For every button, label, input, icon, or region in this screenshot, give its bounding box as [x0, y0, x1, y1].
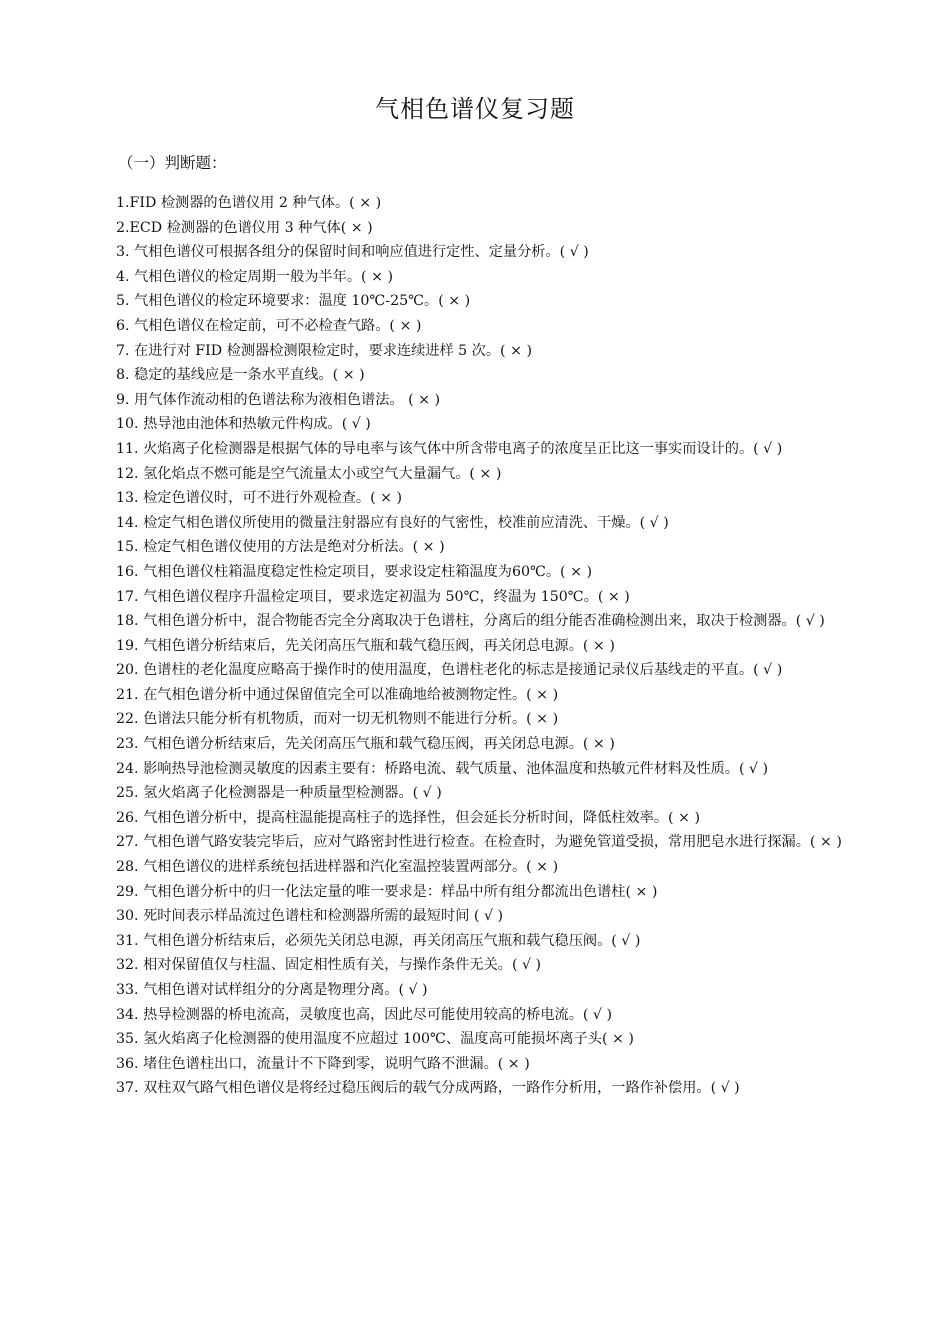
- question-item: 7. 在进行对 FID 检测器检测限检定时，要求连续进样 5 次。( × ): [116, 342, 533, 359]
- question-item: 11. 火焰离子化检测器是根据气体的导电率与该气体中所含带电离子的浓度呈正比这一事实而设计的。( √ ): [116, 440, 783, 457]
- question-item: 13. 检定色谱仪时，可不进行外观检查。( × ): [116, 490, 403, 507]
- question-item: 37. 双柱双气路气相色谱仪是将经过稳压阀后的载气分成两路，一路作分析用，一路作补偿用。( √ ): [116, 1080, 740, 1097]
- question-item: 14. 检定气相色谱仪所使用的微量注射器应有良好的气密性，校准前应清洗、干燥。( √ ): [116, 514, 669, 531]
- question-item: 17. 气相色谱仪程序升温检定项目，要求选定初温为 50℃，终温为 150℃。( × ): [116, 588, 630, 605]
- question-item: 21. 在气相色谱分析中通过保留值完全可以准确地给被测物定性。( × ): [116, 686, 559, 703]
- section-heading: （一）判断题：: [118, 154, 227, 172]
- question-item: 29. 气相色谱分析中的归一化法定量的唯一要求是：样品中所有组分都流出色谱柱( × ): [116, 883, 658, 900]
- question-item: 9. 用气体作流动相的色谱法称为液相色谱法。 ( × ): [116, 391, 441, 408]
- question-list: [116, 191, 844, 1101]
- question-item: 26. 气相色谱分析中，提高柱温能提高柱子的选择性，但会延长分析时间，降低柱效率。( × ): [116, 809, 700, 826]
- question-item: 31. 气相色谱分析结束后，必须先关闭总电源，再关闭高压气瓶和载气稳压阀。( √ ): [116, 932, 641, 949]
- question-item: 12. 氢化焰点不燃可能是空气流量太小或空气大量漏气。( × ): [116, 465, 502, 482]
- question-item: 18. 气相色谱分析中，混合物能否完全分离取决于色谱柱，分离后的组分能否准确检测出来，取决于检测器。( √ ): [116, 613, 825, 630]
- question-item: 15. 检定气相色谱仪使用的方法是绝对分析法。( × ): [116, 539, 445, 556]
- question-item: 8. 稳定的基线应是一条水平直线。( × ): [116, 367, 365, 384]
- question-item: 20. 色谱柱的老化温度应略高于操作时的使用温度，色谱柱老化的标志是接通记录仪后基线走的平直。( √ ): [116, 662, 783, 679]
- question-item: 32. 相对保留值仅与柱温、固定相性质有关，与操作条件无关。( √ ): [116, 957, 542, 974]
- question-item: 19. 气相色谱分析结束后，先关闭高压气瓶和载气稳压阀，再关闭总电源。( × ): [116, 637, 615, 654]
- question-item: 35. 氢火焰离子化检测器的使用温度不应超过 100℃、温度高可能损坏离子头( × ): [116, 1031, 634, 1048]
- question-item: 28. 气相色谱仪的进样系统包括进样器和汽化室温控装置两部分。( × ): [116, 859, 559, 876]
- question-item: 33. 气相色谱对试样组分的分离是物理分离。( √ ): [116, 982, 428, 998]
- question-item: 27. 气相色谱气路安装完毕后，应对气路密封性进行检查。在检查时，为避免管道受损，常用肥皂水进行探漏。( × ): [116, 834, 842, 851]
- question-item: 36. 堵住色谱柱出口，流量计不下降到零，说明气路不泄漏。( × ): [116, 1055, 530, 1072]
- question-item: 4. 气相色谱仪的检定周期一般为半年。( × ): [116, 268, 394, 285]
- question-item: 23. 气相色谱分析结束后，先关闭高压气瓶和载气稳压阀，再关闭总电源。( × ): [116, 736, 615, 753]
- question-item: 1.FID 检测器的色谱仪用 2 种气体。( × ): [116, 195, 382, 211]
- question-item: 30. 死时间表示样品流过色谱柱和检测器所需的最短时间 ( √ ): [116, 908, 504, 925]
- question-item: 10. 热导池由池体和热敏元件构成。( √ ): [116, 416, 371, 433]
- document-title: 气相色谱仪复习题: [375, 95, 575, 123]
- question-item: 5. 气相色谱仪的检定环境要求：温度 10℃-25℃。( × ): [116, 293, 471, 310]
- question-item: 24. 影响热导池检测灵敏度的因素主要有：桥路电流、载气质量、池体温度和热敏元件材料及性质。( √ ): [116, 760, 769, 777]
- question-item: 22. 色谱法只能分析有机物质，而对一切无机物则不能进行分析。( × ): [116, 711, 559, 728]
- question-item: 6. 气相色谱仪在检定前，可不必检查气路。( × ): [116, 317, 422, 334]
- question-item: 2.ECD 检测器的色谱仪用 3 种气体( × ): [116, 219, 373, 236]
- question-item: 25. 氢火焰离子化检测器是一种质量型检测器。( √ ): [116, 785, 442, 802]
- question-item: 34. 热导检测器的桥电流高，灵敏度也高，因此尽可能使用较高的桥电流。( √ ): [116, 1006, 613, 1023]
- question-item: 3. 气相色谱仪可根据各组分的保留时间和响应值进行定性、定量分析。( √ ): [116, 244, 589, 261]
- question-item: 16. 气相色谱仪柱箱温度稳定性检定项目，要求设定柱箱温度为60℃。( × ): [116, 563, 593, 580]
